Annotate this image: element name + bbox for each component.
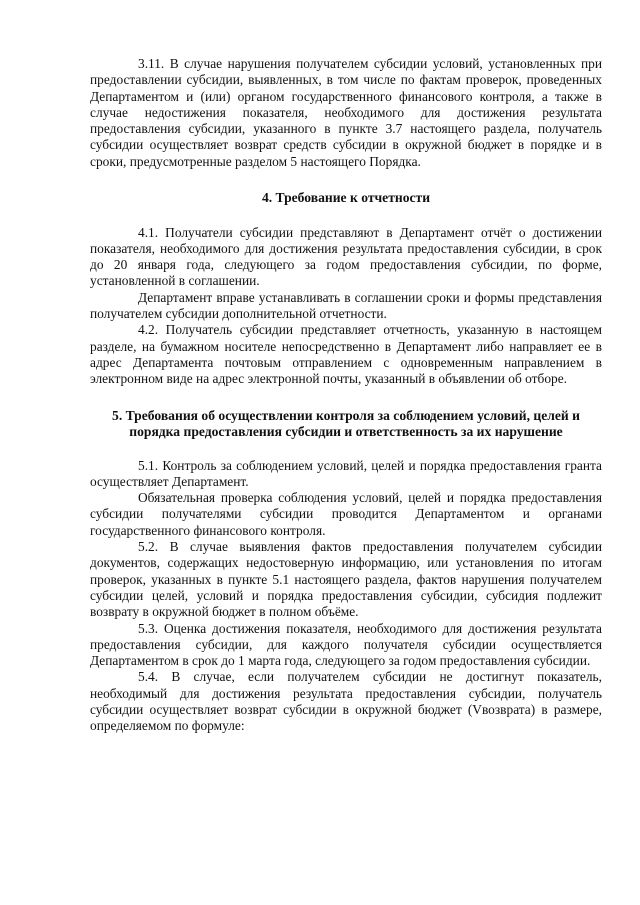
paragraph-3-11: 3.11. В случае нарушения получателем субсидии условий, установленных при предоставлении субсидии, выявленных, в том числе по фактам проверок, проведенных Департаментом и (или) органом государственного финансового контроля, а также в случае недостижения показателя, необходимого для достижения результата предоставления субсидии, указанного в пункте 3.7 настоящего раздела, получатель субсидии осуществляет возврат средств субсидии в окружной бюджет в порядке и в сроки, предусмотренные разделом 5 настоящего Порядка. xyxy=(90,56,602,169)
paragraph-4-2: 4.2. Получатель субсидии представляет отчетность, указанную в настоящем разделе, на бумажном носителе непосредственно в Департамент либо направляет ее в адрес Департамента почтовым отправлением с одновременным направлением в электронном виде на адрес электронной почты, указанный в объявлении об отборе. xyxy=(90,322,602,387)
paragraph-5-2: 5.2. В случае выявления фактов предоставления получателем субсидии документов, содержащих недостоверную информацию, или установления по итогам проверок, указанных в пункте 5.1 настоящего раздела, фактов нарушения получателем субсидии целей, условий и порядка предоставления субсидии, субсидия подлежит возврату в окружной бюджет в полном объёме. xyxy=(90,539,602,620)
paragraph-5-4: 5.4. В случае, если получателем субсидии не достигнут показатель, необходимый для достижения результата предоставления субсидии, получатель субсидии осуществляет возврат субсидии в окружной бюджет (Vвозврата) в размере, определяемом по формуле: xyxy=(90,669,602,734)
paragraph-5-1-mandatory-check: Обязательная проверка соблюдения условий, целей и порядка предоставления субсидии получателями субсидии проводится Департаментом и органами государственного финансового контроля. xyxy=(90,490,602,538)
paragraph-4-1: 4.1. Получатели субсидии представляют в Департамент отчёт о достижении показателя, необходимого для достижения результата предоставления субсидии, в срок до 20 января года, следующего за годом предоставления субсидии, по форме, установленной в соглашении. xyxy=(90,224,602,289)
section-5-heading: 5. Требования об осуществлении контроля за соблюдением условий, целей и порядка предоставления субсидии и ответственность за их нарушение xyxy=(112,407,580,440)
paragraph-4-1-additional: Департамент вправе устанавливать в соглашении сроки и формы представления получателем субсидии дополнительной отчетности. xyxy=(90,289,602,322)
document-page xyxy=(90,56,602,735)
section-4-heading: 4. Требование к отчетности xyxy=(261,190,431,206)
paragraph-5-3: 5.3. Оценка достижения показателя, необходимого для достижения результата предоставления субсидии, для каждого получателя субсидии осуществляется Департаментом в срок до 1 марта года, следующего за годом предоставления субсидии. xyxy=(90,620,602,669)
paragraph-5-1: 5.1. Контроль за соблюдением условий, целей и порядка предоставления гранта осуществляет Департамент. xyxy=(90,457,602,489)
